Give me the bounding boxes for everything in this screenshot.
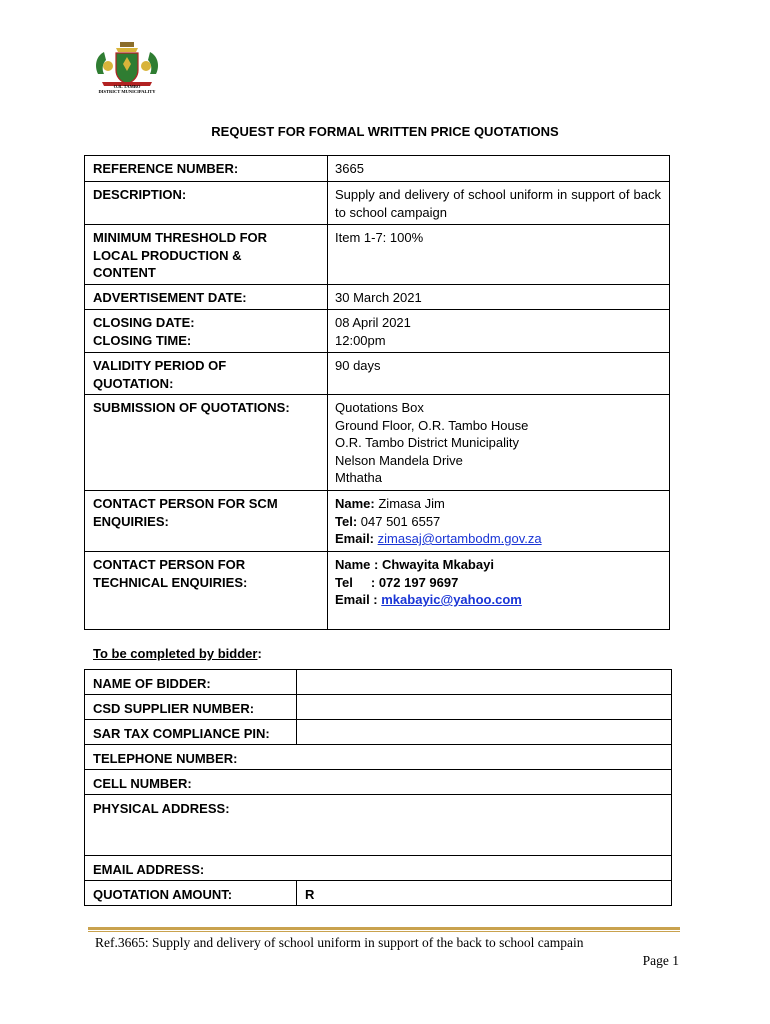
validity-value: 90 days [328,353,670,395]
submission-label: SUBMISSION OF QUOTATIONS: [85,395,328,491]
table-row [85,881,672,906]
footer-reference: Ref.3665: Supply and delivery of school uniform in support of the back to school campain [95,935,584,950]
table-row [85,795,672,856]
quotation-amount-label: QUOTATION AMOUNT: [85,881,297,906]
table-row [85,225,670,285]
reference-value: 3665 [328,156,670,182]
quotation-amount-field[interactable]: R [297,881,672,906]
closing-values: 08 April 2021 12:00pm [328,310,670,353]
table-row [85,745,672,770]
scm-contact-details: Name: Zimasa Jim Tel: 047 501 6557 Email: zimasaj@ortambodm.gov.za [328,491,670,552]
technical-email-link[interactable]: mkabayic@yahoo.com [381,592,522,607]
bidder-name-label: NAME OF BIDDER: [85,670,297,695]
threshold-value: Item 1-7: 100% [328,225,670,285]
table-row [85,856,672,881]
technical-contact-details: Name : Chwayita Mkabayi Tel : 072 197 9697 Email : mkabayic@yahoo.com [328,552,670,630]
table-row [85,395,670,491]
table-row [85,182,670,225]
footer-divider [88,927,680,930]
telephone-number-field[interactable]: TELEPHONE NUMBER: [85,745,672,770]
table-row [85,670,672,695]
table-row [85,310,670,353]
csd-number-label: CSD SUPPLIER NUMBER: [85,695,297,720]
page-number: Page 1 [642,953,679,968]
description-value: Supply and delivery of school uniform in support of back to school campaign [328,182,670,225]
quotation-info-table [84,155,670,630]
cell-number-field[interactable]: CELL NUMBER: [85,770,672,795]
table-row [85,353,670,395]
table-row [85,491,670,552]
advertisement-date-label: ADVERTISEMENT DATE: [85,285,328,310]
submission-address: Quotations Box Ground Floor, O.R. Tambo House O.R. Tambo District Municipality Nelson Mandela Drive Mthatha [328,395,670,491]
table-row [85,770,672,795]
table-row [85,552,670,630]
table-row [85,695,672,720]
footer-divider-thin [88,931,680,932]
scm-contact-label: CONTACT PERSON FOR SCM ENQUIRIES: [85,491,328,552]
description-label: DESCRIPTION: [85,182,328,225]
advertisement-date-value: 30 March 2021 [328,285,670,310]
table-row [85,720,672,745]
validity-label: VALIDITY PERIOD OF QUOTATION: [85,353,328,395]
physical-address-field[interactable]: PHYSICAL ADDRESS: [85,795,672,856]
logo-caption: O.R. TAMBO DISTRICT MUNICIPALITY [98,84,156,94]
table-row [85,156,670,182]
tax-pin-label: SAR TAX COMPLIANCE PIN: [85,720,297,745]
bidder-section-heading: To be completed by bidder: [93,646,262,661]
email-address-field[interactable]: EMAIL ADDRESS: [85,856,672,881]
bidder-form-table [84,669,672,906]
bidder-name-field[interactable] [297,670,672,695]
document-title: REQUEST FOR FORMAL WRITTEN PRICE QUOTATIONS [211,124,559,139]
table-row [85,285,670,310]
threshold-label: MINIMUM THRESHOLD FOR LOCAL PRODUCTION & CONTENT [85,225,328,285]
closing-labels: CLOSING DATE: CLOSING TIME: [85,310,328,353]
reference-label: REFERENCE NUMBER: [85,156,328,182]
scm-email-link[interactable]: zimasaj@ortambodm.gov.za [377,531,542,546]
technical-contact-label: CONTACT PERSON FOR TECHNICAL ENQUIRIES: [85,552,328,630]
csd-number-field[interactable] [297,695,672,720]
tax-pin-field[interactable] [297,720,672,745]
